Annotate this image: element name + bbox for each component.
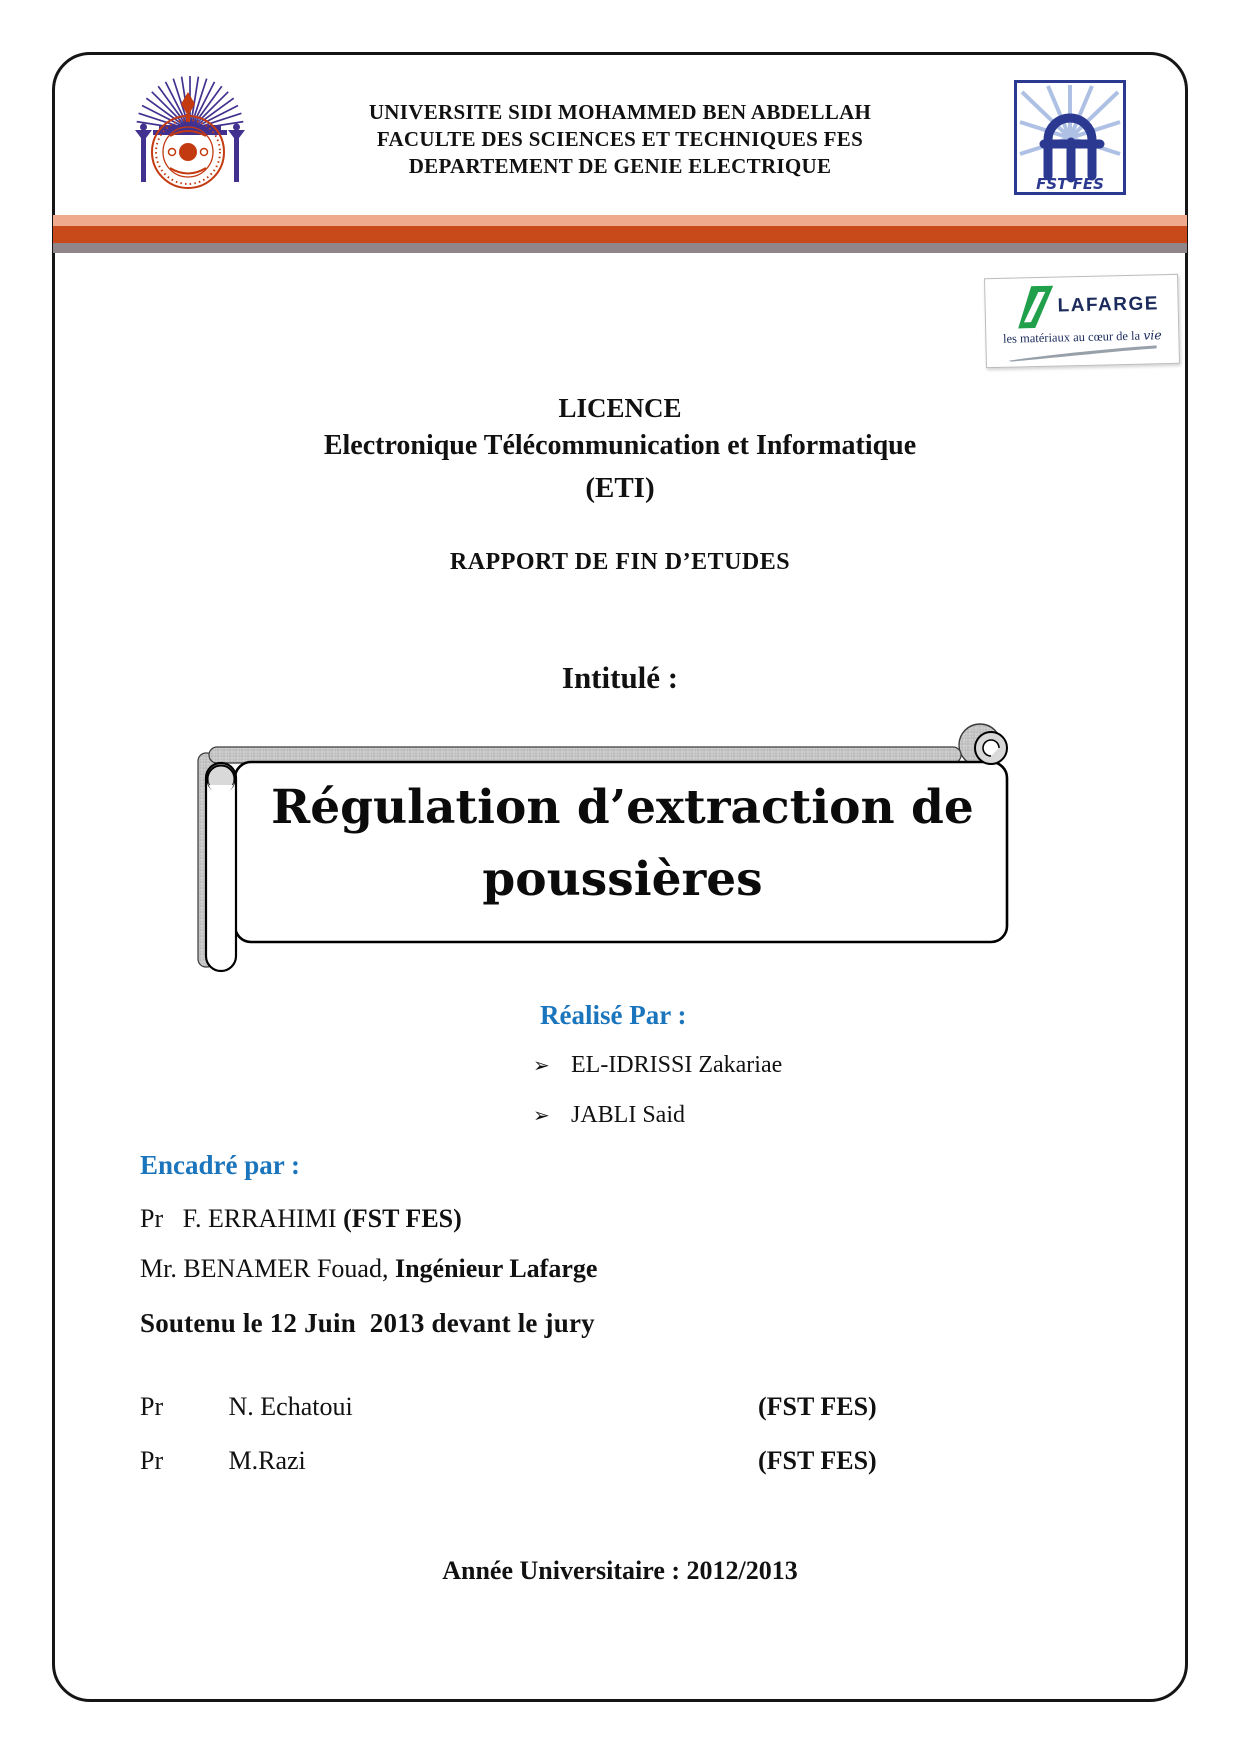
supervisor-name: Pr F. ERRAHIMI	[140, 1204, 344, 1233]
lafarge-brand-row	[1017, 283, 1178, 329]
fst-fes-logo	[1014, 80, 1126, 195]
university-header	[270, 99, 970, 180]
divider-bar-bottom	[53, 243, 1187, 253]
bullet-arrow-icon: ➢	[533, 1103, 550, 1127]
usmba-university-logo	[125, 72, 255, 192]
supervisor-row	[140, 1254, 597, 1284]
university-name: UNIVERSITE SIDI MOHAMMED BEN ABDELLAH	[368, 100, 872, 124]
author-item	[533, 1102, 685, 1129]
defense-heading: Soutenu le 12 Juin 2013 devant le jury	[140, 1308, 595, 1338]
scroll-top-band	[209, 747, 961, 763]
program-block	[52, 390, 1188, 510]
lafarge-mark-icon	[1017, 286, 1054, 329]
report-title	[235, 772, 1010, 916]
jury-row	[140, 1446, 1040, 1476]
supervisors-label: Encadré par :	[140, 1150, 300, 1180]
supervisor-affiliation: Ingénieur Lafarge	[394, 1254, 598, 1283]
author-name: JABLI Said	[571, 1102, 685, 1128]
bullet-arrow-icon: ➢	[533, 1053, 550, 1077]
faculty-name: FACULTE DES SCIENCES ET TECHNIQUES FES	[376, 127, 864, 151]
title-label: Intitulé :	[561, 660, 679, 695]
author-item	[533, 1052, 782, 1079]
jury-affiliation: (FST FES)	[758, 1392, 877, 1421]
jury-title: Pr	[140, 1446, 164, 1475]
degree-name: LICENCE	[558, 393, 682, 423]
authors-label: Réalisé Par :	[540, 1000, 687, 1030]
supervisor-name: Mr. BENAMER Fouad,	[140, 1254, 395, 1283]
jury-title: Pr	[140, 1392, 164, 1421]
scroll-left-tube	[206, 763, 236, 971]
supervisor-affiliation: (FST FES)	[343, 1204, 462, 1233]
jury-affiliation: (FST FES)	[758, 1446, 877, 1475]
divider-bar	[53, 215, 1187, 253]
lafarge-swoosh	[1007, 344, 1159, 362]
specialty-abbr: (ETI)	[585, 472, 655, 504]
divider-bar-middle	[53, 226, 1187, 243]
author-name: EL-IDRISSI Zakariae	[571, 1052, 783, 1078]
report-title-line2: poussières	[482, 852, 763, 907]
report-type: RAPPORT DE FIN D’ETUDES	[449, 549, 791, 575]
report-title-line1: Régulation d’extraction de	[271, 780, 974, 835]
specialty-name: Electronique Télécommunication et Informatique	[323, 430, 917, 461]
jury-row	[140, 1392, 1040, 1422]
jury-name: M.Razi	[228, 1446, 306, 1475]
lafarge-brand: LAFARGE	[1057, 293, 1160, 317]
jury-name: N. Echatoui	[228, 1392, 353, 1421]
lafarge-tagline-accent: vie	[1143, 327, 1162, 343]
lafarge-tagline-main: les matériaux au cœur de la	[1002, 328, 1144, 346]
academic-year: Année Universitaire : 2012/2013	[442, 1556, 798, 1585]
lafarge-logo	[984, 274, 1180, 368]
department-name: DEPARTEMENT DE GENIE ELECTRIQUE	[408, 154, 832, 178]
divider-bar-top	[53, 215, 1187, 226]
supervisor-row	[140, 1204, 462, 1234]
fst-logo-label: FST FES	[1036, 175, 1104, 193]
